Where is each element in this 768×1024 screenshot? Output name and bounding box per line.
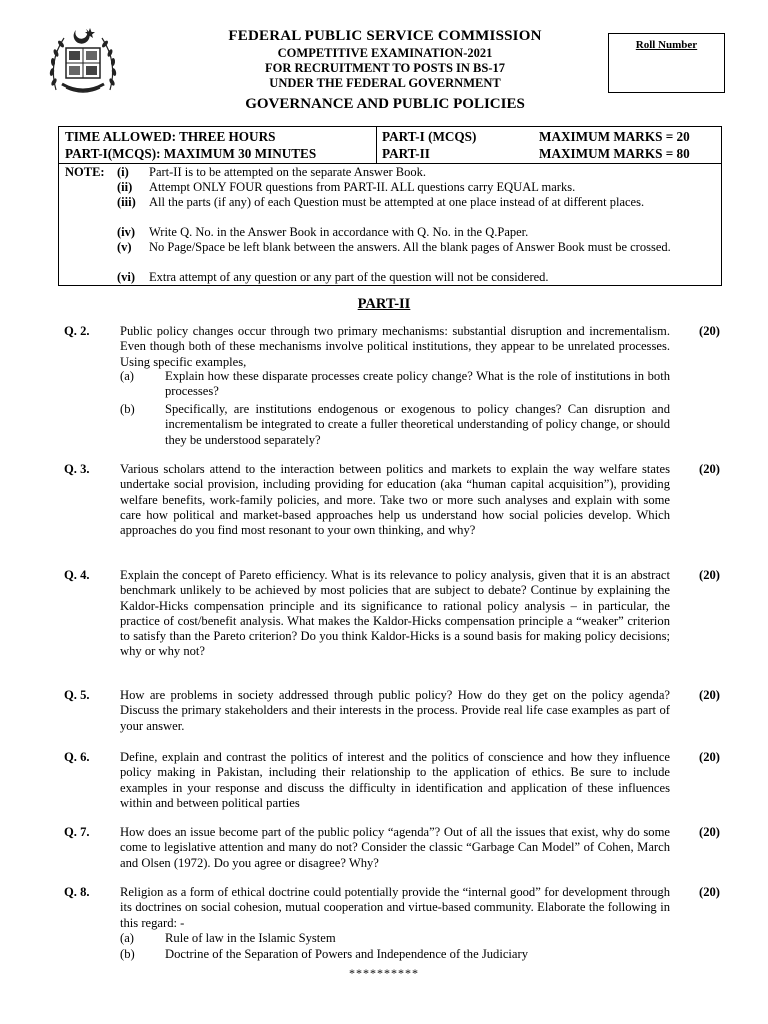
part2-marks: MAXIMUM MARKS = 80 [539,146,690,161]
question-marks: (20) [699,324,720,338]
exam-info-table [58,126,722,164]
note-num: (iv) [117,225,136,239]
note-text: No Page/Space be left blank between the answers. All the blank pages of Answer Book must be crossed. [149,240,671,254]
note-num: (ii) [117,180,133,194]
subpart-text: Rule of law in the Islamic System [165,931,336,945]
subpart-text: Specifically, are institutions endogenous or exogenous to policy changes? Can disruption and incrementalism be integrated to create a fuller theoretical understanding of policy change, or should they be understood separately? [165,402,670,447]
question-text: Various scholars attend to the interaction between politics and markets to explain the way welfare states undertake social provision, including providing for education (aka “human capital acquisition”), providing welfare benefits, work-family policies, and more. Take two or more such analyses and explain with some care how political and market-based approaches help us understand how social policies develop. Which approaches do you find most resonant to your own thinking, and why? [120,462,670,538]
table-divider [376,127,377,163]
note-text: Extra attempt of any question or any part of the question will not be considered. [149,270,549,284]
question-number: Q. 8. [64,885,90,899]
note-text: Part-II is to be attempted on the separate Answer Book. [149,165,427,179]
commission-title: FEDERAL PUBLIC SERVICE COMMISSION [228,28,542,44]
question-text: How does an issue become part of the public policy “agenda”? Out of all the issues that exist, why do some come to legislative attention and many do not? Consider the classic “Garbage Can Model” of Cohen, March and Olsen (1972). Do you agree or disagree? Why? [120,825,670,870]
exam-title: COMPETITIVE EXAMINATION-2021 [277,46,493,60]
note-text: Attempt ONLY FOUR questions from PART-II. ALL questions carry EQUAL marks. [149,180,576,194]
roll-number-box[interactable] [608,33,725,93]
note-text: All the parts (if any) of each Question must be attempted at one place instead of at different places. [149,195,645,209]
subpart-label: (a) [120,931,134,945]
question-number: Q. 2. [64,324,90,338]
question-marks: (20) [699,750,720,764]
subpart-label: (b) [120,402,135,416]
note-num: (v) [117,240,132,254]
question-text: Define, explain and contrast the politics of interest and the politics of conscience and how they influence policy making in Pakistan, including their relationship to the application of ethics. Be sure to include examples in your response and discuss the difficulty in identification and application of these influences within and between political parties [120,750,670,810]
part1-marks: MAXIMUM MARKS = 20 [539,129,690,144]
subpart-text: Explain how these disparate processes create policy change? What is the role of institutions in both processes? [165,369,670,399]
part1-label: PART-I (MCQS) [382,129,477,144]
question-text: Public policy changes occur through two primary mechanisms: substantial disruption and incrementalism. Even though both of these mechanisms involve political institutions, they appear to be unrelated processes. Using specific examples, [120,324,670,369]
fpsc-emblem-logo [44,22,122,100]
question-number: Q. 3. [64,462,90,476]
question-text: How are problems in society addressed through public policy? How do they get on the policy agenda? Discuss the primary stakeholders and their interests in the process. Provide real life case examples as part of your answer. [120,688,670,733]
note-num: (vi) [117,270,136,284]
question-number: Q. 7. [64,825,90,839]
subject-title: GOVERNANCE AND PUBLIC POLICIES [245,96,525,112]
question-marks: (20) [699,568,720,582]
question-number: Q. 5. [64,688,90,702]
roll-number-label: Roll Number [635,39,698,51]
part2-label: PART-II [382,146,430,161]
note-num: (iii) [117,195,136,209]
notes-box [58,164,722,286]
part-heading: PART-II [357,296,411,312]
question-number: Q. 6. [64,750,90,764]
note-text: Write Q. No. in the Answer Book in accordance with Q. No. in the Q.Paper. [149,225,529,239]
note-num: (i) [117,165,129,179]
question-text: Religion as a form of ethical doctrine could potentially provide the “internal good” for development through its doctrines on social cohesion, mutual cooperation and virtue-based community. Elaborate the following in this regard: - [120,885,670,930]
government-line: UNDER THE FEDERAL GOVERNMENT [269,76,501,90]
end-of-paper-mark: ********** [349,966,419,980]
note-label: NOTE: [65,165,105,179]
question-text: Explain the concept of Pareto efficiency. What is its relevance to policy analysis, given that it is an abstract benchmark unlikely to be achieved by most policies that are subject to debate? Continue by explaining the Kaldor-Hicks compensation principle and its significance to rational policy analysis – in particular, the practice of cost/benefit analysis. What makes the Kaldor-Hicks compensation principle a “weaker” criterion to satisfy than the Pareto criterion? Do you think Kaldor-Hicks is a sound basis for making policy decisions; why or why not? [120,568,670,659]
question-marks: (20) [699,825,720,839]
mcq-time: PART-I(MCQS): MAXIMUM 30 MINUTES [65,146,317,161]
time-allowed: TIME ALLOWED: THREE HOURS [65,129,276,144]
question-marks: (20) [699,688,720,702]
question-number: Q. 4. [64,568,90,582]
subpart-label: (b) [120,947,135,961]
recruitment-line: FOR RECRUITMENT TO POSTS IN BS-17 [265,61,505,75]
question-marks: (20) [699,462,720,476]
subpart-label: (a) [120,369,134,383]
subpart-text: Doctrine of the Separation of Powers and Independence of the Judiciary [165,947,528,961]
question-marks: (20) [699,885,720,899]
